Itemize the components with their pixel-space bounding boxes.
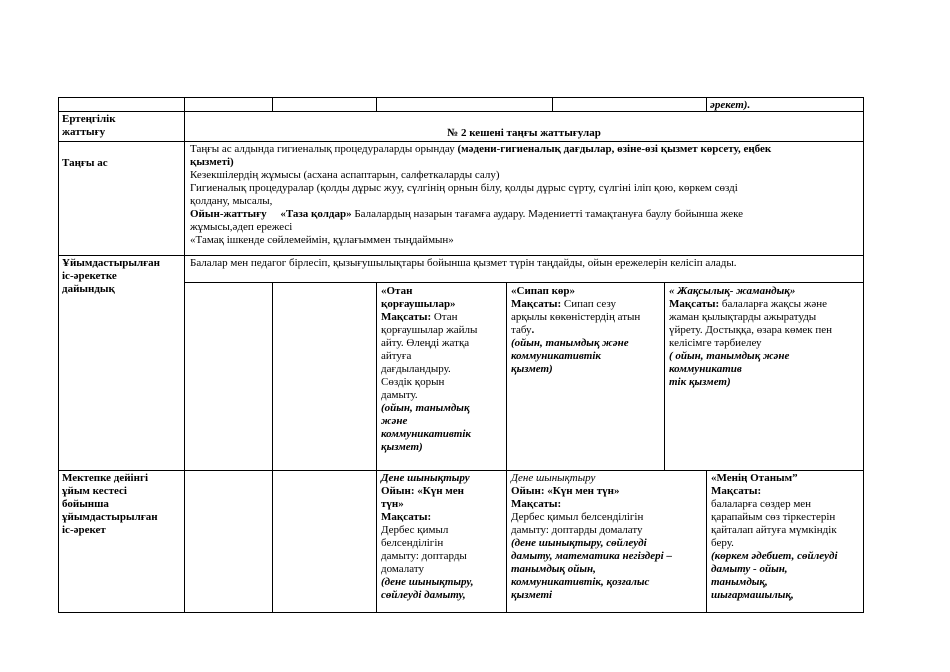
prep-c3-g4: айтуға [381,350,412,362]
sched-c5-a4: шығармашылық, [711,589,794,601]
breakfast-line3: Кезекшілердің жұмысы (асхана аспаптарын, салфеткаларды салу) [190,169,500,181]
prep-c5-g2: жаман қылықтарды ажыратуды [669,311,817,323]
prep-c3-a2: және [381,415,408,427]
sched-c3-game1: «Күн мен [414,485,465,497]
schedule-label-line4: ұйымдастырылған [62,511,158,523]
prep-c3-a4: қызмет) [381,441,423,453]
prep-col5 [665,284,863,470]
schedule-label [59,471,184,541]
sched-c4-g2: дамыту: доптарды домалату [511,524,643,536]
rule-r0-c1 [272,97,273,111]
sched-c5-g1: балаларға сөздер мен [711,498,812,510]
prep-c3-g7: дамыту. [381,389,418,401]
sched-c5-title: «Менің Отаным” [711,472,798,484]
prep-c5-title1: « Жақсылық- жамандық» [669,285,796,297]
prep-c3-g2: қорғаушылар жайлы [381,324,478,336]
rule-r0-c3 [552,97,553,111]
prep-label-line3: дайындық [62,283,115,295]
schedule-label-line1: Мектепке дейінгі [62,472,149,484]
prep-c3-a1: (ойын, танымдық [381,402,470,414]
prep-label-line2: іс-әрекетке [62,270,117,282]
sched-c4-goal-label: Мақсаты: [511,498,562,510]
breakfast-line4: Гигиеналық процедуралар (қолды дұрыс жуу, сүлгінің орнын білу, қолды дұрыс сүрту, сүлгіні іліп қою, көркем сөзді [190,182,738,194]
schedule-col4 [507,471,706,612]
schedule-col5 [707,471,863,612]
breakfast-line7: жұмысы,әдеп ережесі [190,221,293,233]
sched-c3-game-label: Ойын: [381,485,415,497]
sched-c5-g2: қарапайым сөз тіркестерін [711,511,836,523]
prep-c5-goal-label: Мақсаты: [669,298,720,310]
sched-c3-g4: домалату [381,563,425,575]
sched-c5-g4: беру. [711,537,734,549]
breakfast-l1-bold: (мәдени-гигиеналық дағдылар, өзіне-өзі қызмет көрсету, еңбек [457,143,772,155]
schedule-label-line5: іс-әрекет [62,524,106,536]
prep-col4 [507,284,664,470]
breakfast-label-text: Таңғы ас [62,157,108,169]
sched-c4-a1: (дене шынықтыру, сөйлеуді [511,537,647,549]
sched-c4-game1: «Күн мен түн» [544,485,620,497]
prep-c5-g3: үйрету. Достыққа, өзара көмек пен [669,324,833,336]
sched-c4-game [511,485,703,498]
breakfast-l6-bold1: Ойын-жаттығу [190,208,267,220]
prep-c4-title1: «Сипап көр» [511,285,576,297]
prep-c3-g5: дағдыландыру. [381,363,451,375]
sched-c3-title: Дене шынықтыру [381,472,470,484]
schedule-label-line2: ұйым кестесі [62,485,127,497]
prep-c4-a3: қызмет) [511,363,553,375]
sched-c3-a2: сөйлеуді дамыту, [381,589,466,601]
rule-right [863,97,864,613]
sched-c5-a3: танымдық, [711,576,768,588]
sched-c4-a3: танымдық ойын, [511,563,596,575]
prep-c4-g3-text: табу [511,324,532,336]
prep-col3 [377,284,506,470]
prep-c5-a2: коммуникатив [669,363,742,375]
prep-label [59,256,184,301]
sched-c4-title: Дене шынықтыру [511,472,596,484]
row0-text: әрекет). [710,99,751,111]
sched-c5-a2: дамыту - ойын, [711,563,788,575]
prep-c3-g1: Отан [431,311,458,323]
breakfast-line6 [190,208,860,221]
rule-r4-c1 [272,470,273,612]
prep-c5-goal [669,298,860,311]
morning-title-text: № 2 кешені таңғы жаттығулар [447,127,601,139]
prep-c4-a2: коммуникативтік [511,350,601,362]
prep-c4-g3: табу. [511,324,535,336]
prep-summary [185,256,863,282]
sched-c5-g3: қайталап айтуға мүмкіндік [711,524,837,536]
prep-c3-goal-label: Мақсаты: [381,311,432,323]
morning-exercise-title [185,126,863,141]
sched-c4-a2: дамыту, математика негіздері – [511,550,672,562]
rule-r3-c1 [272,282,273,470]
sched-c3-g1: Дербес қимыл [381,524,449,536]
rule-prep-mid [184,282,864,283]
prep-c5-g1: балаларға жақсы және [719,298,828,310]
prep-c5-a1: ( ойын, танымдық және [669,350,790,362]
row0-last-cell [707,98,863,111]
sched-c4-g1: Дербес қимыл белсенділігін [511,511,644,523]
prep-c5-g4: келісімге тәрбиелеу [669,337,762,349]
prep-c4-g2: арқылы көкөністердің атын [511,311,641,323]
prep-c5-a3: тік қызмет) [669,376,731,388]
prep-c4-g1: Сипап сезу [561,298,616,310]
morning-label-line1: Ертеңгілік [62,113,116,125]
sched-c4-a4: коммуникативтік, қозғалыс [511,576,650,588]
prep-c4-goal-label: Мақсаты: [511,298,562,310]
breakfast-line2: қызметі) [190,156,234,168]
sched-c3-game [381,485,503,498]
breakfast-content [185,142,863,255]
prep-summary-text: Балалар мен педагог бірлесіп, қызығушылықтары бойынша қызмет түрін таңдайды, ойын ережелерін келісіп алады. [190,257,737,269]
breakfast-l6-bold2: «Таза қолдар» [280,208,352,220]
sched-c3-game2: түн» [381,498,404,510]
sched-c4-game-label: Ойын: [511,485,545,497]
breakfast-line1 [190,143,860,156]
sched-c4-a5: қызметі [511,589,553,601]
breakfast-l6-plain: Балалардың назарын тағамға аудару. Мәдениетті тамақтануға баулу бойынша жеке [351,208,744,220]
schedule-label-line3: бойынша [62,498,109,510]
prep-c3-g6: Сөздік қорын [381,376,445,388]
sched-c3-goal-label: Мақсаты: [381,511,432,523]
prep-c4-goal [511,298,661,311]
morning-exercise-label [59,112,184,141]
rule-r0-c2 [376,97,377,111]
prep-c4-a1: (ойын, танымдық және [511,337,629,349]
prep-c3-g3: айту. Өлеңді жатқа [381,337,470,349]
breakfast-line5: қолдану, мысалы, [190,195,273,207]
sched-c3-a1: (дене шынықтыру, [381,576,474,588]
prep-c3-title1: «Отан [381,285,413,297]
prep-c3-a3: коммуникативтік [381,428,471,440]
prep-c3-goal [381,311,503,324]
schedule-col3 [377,471,506,612]
morning-label-line2: жаттығу [62,126,106,138]
prep-c3-title2: қорғаушылар» [381,298,456,310]
sched-c5-a1: (көркем әдебиет, сөйлеуді [711,550,838,562]
rule-bottom [58,612,864,613]
sched-c3-g2: белсенділігін [381,537,444,549]
breakfast-l1-plain: Таңғы ас алдында гигиеналық процедураларды орындау [190,143,458,155]
sched-c3-g3: дамыту: доптарды [381,550,467,562]
prep-label-line1: Ұйымдастырылған [62,257,161,269]
breakfast-line8: «Тамақ ішкенде сөйлемеймін, құлағыммен тыңдаймын» [190,234,454,246]
breakfast-label [59,156,184,172]
sched-c5-goal-label: Мақсаты: [711,485,762,497]
